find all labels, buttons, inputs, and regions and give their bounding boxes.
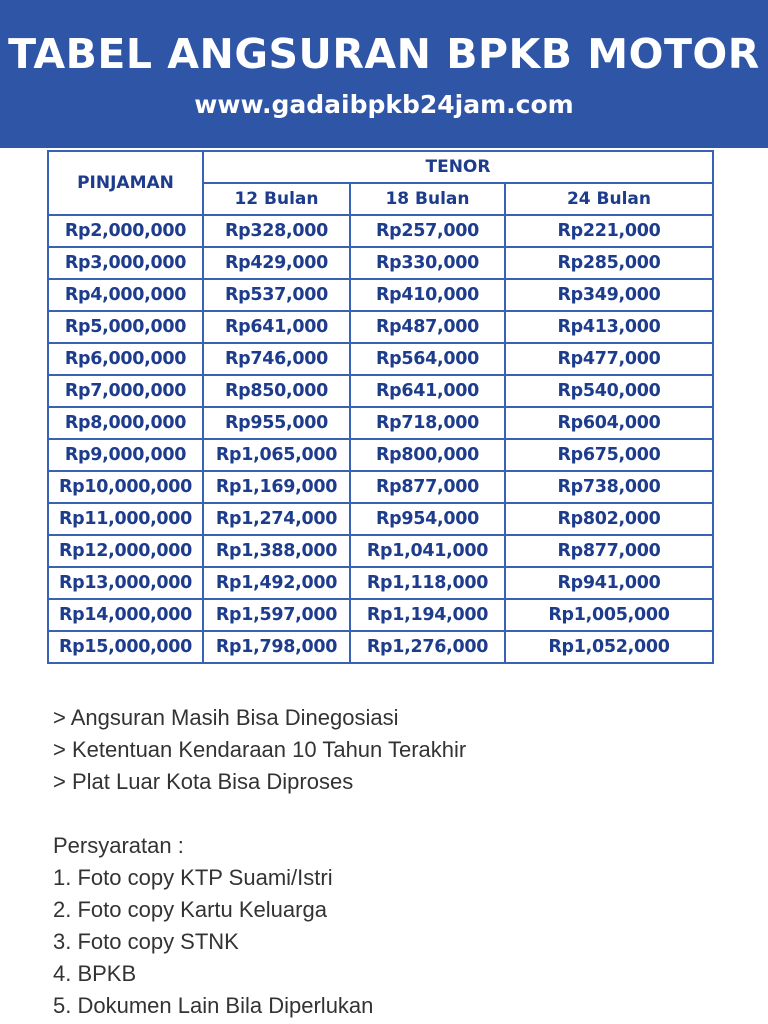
table-row	[48, 311, 713, 343]
installment-24-cell: Rp285,000	[505, 247, 713, 279]
installment-12-cell: Rp1,388,000	[203, 535, 350, 567]
installment-12-cell: Rp1,492,000	[203, 567, 350, 599]
installment-12-cell: Rp850,000	[203, 375, 350, 407]
installment-18-cell: Rp877,000	[350, 471, 505, 503]
table-row	[48, 471, 713, 503]
note-item: > Plat Luar Kota Bisa Diproses	[53, 769, 354, 794]
loan-amount-cell: Rp7,000,000	[48, 375, 203, 407]
website-url: www.gadaibpkb24jam.com	[194, 90, 574, 119]
loan-amount-cell: Rp10,000,000	[48, 471, 203, 503]
installment-18-cell: Rp410,000	[350, 279, 505, 311]
requirement-item: 5. Dokumen Lain Bila Diperlukan	[53, 993, 374, 1018]
pinjaman-header: PINJAMAN	[48, 151, 203, 215]
tenor-header: TENOR	[203, 151, 713, 183]
table-row	[48, 503, 713, 535]
installment-24-cell: Rp675,000	[505, 439, 713, 471]
installment-18-cell: Rp564,000	[350, 343, 505, 375]
installment-table	[47, 150, 714, 664]
requirement-item: 1. Foto copy KTP Suami/Istri	[53, 865, 333, 890]
installment-24-cell: Rp413,000	[505, 311, 713, 343]
tenor-24-header: 24 Bulan	[505, 183, 713, 215]
page-header	[0, 0, 768, 148]
installment-24-cell: Rp221,000	[505, 215, 713, 247]
tenor-12-header: 12 Bulan	[203, 183, 350, 215]
installment-12-cell: Rp1,065,000	[203, 439, 350, 471]
requirement-item: 4. BPKB	[53, 961, 137, 986]
note-item: > Angsuran Masih Bisa Dinegosiasi	[53, 705, 399, 730]
installment-24-cell: Rp738,000	[505, 471, 713, 503]
tenor-18-header: 18 Bulan	[350, 183, 505, 215]
installment-18-cell: Rp1,118,000	[350, 567, 505, 599]
installment-24-cell: Rp941,000	[505, 567, 713, 599]
page-title: TABEL ANGSURAN BPKB MOTOR	[8, 30, 760, 78]
installment-18-cell: Rp1,194,000	[350, 599, 505, 631]
installment-18-cell: Rp718,000	[350, 407, 505, 439]
table-row	[48, 631, 713, 663]
installment-24-cell: Rp1,052,000	[505, 631, 713, 663]
installment-24-cell: Rp540,000	[505, 375, 713, 407]
requirements-section	[53, 830, 753, 1022]
installment-18-cell: Rp1,041,000	[350, 535, 505, 567]
loan-amount-cell: Rp15,000,000	[48, 631, 203, 663]
installment-18-cell: Rp954,000	[350, 503, 505, 535]
installment-18-cell: Rp1,276,000	[350, 631, 505, 663]
requirement-item: 3. Foto copy STNK	[53, 929, 239, 954]
table-row	[48, 567, 713, 599]
loan-amount-cell: Rp14,000,000	[48, 599, 203, 631]
loan-amount-cell: Rp3,000,000	[48, 247, 203, 279]
installment-18-cell: Rp257,000	[350, 215, 505, 247]
table-row	[48, 247, 713, 279]
installment-18-cell: Rp330,000	[350, 247, 505, 279]
table-row	[48, 343, 713, 375]
installment-12-cell: Rp955,000	[203, 407, 350, 439]
loan-amount-cell: Rp9,000,000	[48, 439, 203, 471]
installment-12-cell: Rp537,000	[203, 279, 350, 311]
installment-12-cell: Rp641,000	[203, 311, 350, 343]
requirement-item: 2. Foto copy Kartu Keluarga	[53, 897, 327, 922]
table-row	[48, 215, 713, 247]
installment-24-cell: Rp477,000	[505, 343, 713, 375]
installment-12-cell: Rp1,274,000	[203, 503, 350, 535]
loan-amount-cell: Rp2,000,000	[48, 215, 203, 247]
installment-18-cell: Rp641,000	[350, 375, 505, 407]
installment-24-cell: Rp802,000	[505, 503, 713, 535]
table-row	[48, 439, 713, 471]
note-item: > Ketentuan Kendaraan 10 Tahun Terakhir	[53, 737, 467, 762]
loan-amount-cell: Rp12,000,000	[48, 535, 203, 567]
loan-amount-cell: Rp4,000,000	[48, 279, 203, 311]
loan-amount-cell: Rp11,000,000	[48, 503, 203, 535]
installment-12-cell: Rp1,169,000	[203, 471, 350, 503]
installment-18-cell: Rp487,000	[350, 311, 505, 343]
installment-12-cell: Rp1,597,000	[203, 599, 350, 631]
installment-12-cell: Rp328,000	[203, 215, 350, 247]
installment-24-cell: Rp877,000	[505, 535, 713, 567]
installment-18-cell: Rp800,000	[350, 439, 505, 471]
installment-12-cell: Rp746,000	[203, 343, 350, 375]
notes-list	[53, 702, 753, 798]
installment-24-cell: Rp349,000	[505, 279, 713, 311]
loan-amount-cell: Rp6,000,000	[48, 343, 203, 375]
table-row	[48, 535, 713, 567]
loan-amount-cell: Rp13,000,000	[48, 567, 203, 599]
table-row	[48, 279, 713, 311]
table-row	[48, 375, 713, 407]
installment-24-cell: Rp604,000	[505, 407, 713, 439]
installment-12-cell: Rp429,000	[203, 247, 350, 279]
table-row	[48, 407, 713, 439]
loan-amount-cell: Rp8,000,000	[48, 407, 203, 439]
installment-12-cell: Rp1,798,000	[203, 631, 350, 663]
loan-amount-cell: Rp5,000,000	[48, 311, 203, 343]
table-row	[48, 599, 713, 631]
requirements-title: Persyaratan :	[53, 833, 184, 858]
installment-24-cell: Rp1,005,000	[505, 599, 713, 631]
